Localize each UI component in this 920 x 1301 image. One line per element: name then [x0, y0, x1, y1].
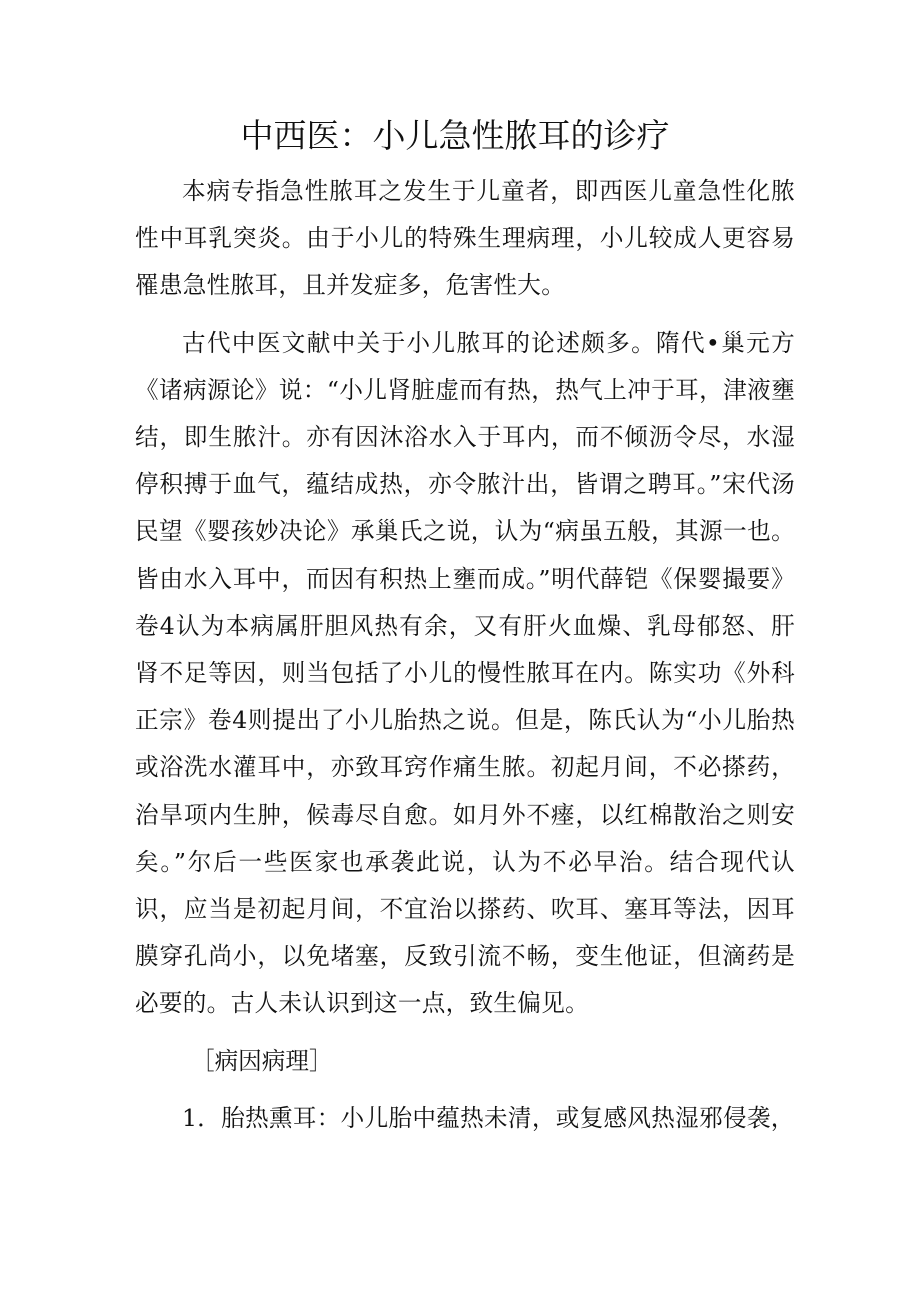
paragraph-history: 古代中医文献中关于小儿脓耳的论述颇多。隋代•巢元方《诸病源论》说：“小儿肾脏虚而有热，热气上冲于耳，津液壅结，即生脓汁。亦有因沐浴水入于耳内，而不倾沥令尽，水湿停积搏于血气，蕴结成热，亦令脓汁出，皆谓之聘耳。”宋代汤民望《婴孩妙决论》承巢氏之说，认为“病虽五般，其源一也。皆由水入耳中，而因有积热上壅而成。”明代薛铠《保婴撮要》卷4认为本病属肝胆风热有余，又有肝火血燥、乳母郁怒、肝肾不足等因，则当包括了小儿的慢性脓耳在内。陈实功《外科正宗》卷4则提出了小儿胎热之说。但是，陈氏认为“小儿胎热或浴洗水灌耳中，亦致耳窍作痛生脓。初起月间，不必搽药，治旱项内生肿，候毒尽自愈。如月外不瘗，以红棉散治之则安矣。”尔后一些医家也承袭此说，认为不必早治。结合现代认识，应当是初起月间，不宜治以搽药、吹耳、塞耳等法，因耳膜穿孔尚小，以免堵塞，反致引流不畅，变生他证，但滴药是必要的。古人未认识到这一点，致生偏见。 [135, 328, 795, 1018]
document-page [135, 108, 795, 1152]
section-heading-etiology: ［病因病理］ [191, 1046, 333, 1075]
document-title: 中西医：小儿急性脓耳的诊疗 [240, 116, 670, 155]
list-item-fetal-heat: 1．胎热熏耳：小儿胎中蕴热未清，或复感风热湿邪侵袭， [182, 1103, 795, 1132]
paragraph-intro: 本病专指急性脓耳之发生于儿童者，即西医儿童急性化脓性中耳乳突炎。由于小儿的特殊生理病理，小儿较成人更容易罹患急性脓耳，且并发症多，危害性大。 [135, 177, 795, 300]
